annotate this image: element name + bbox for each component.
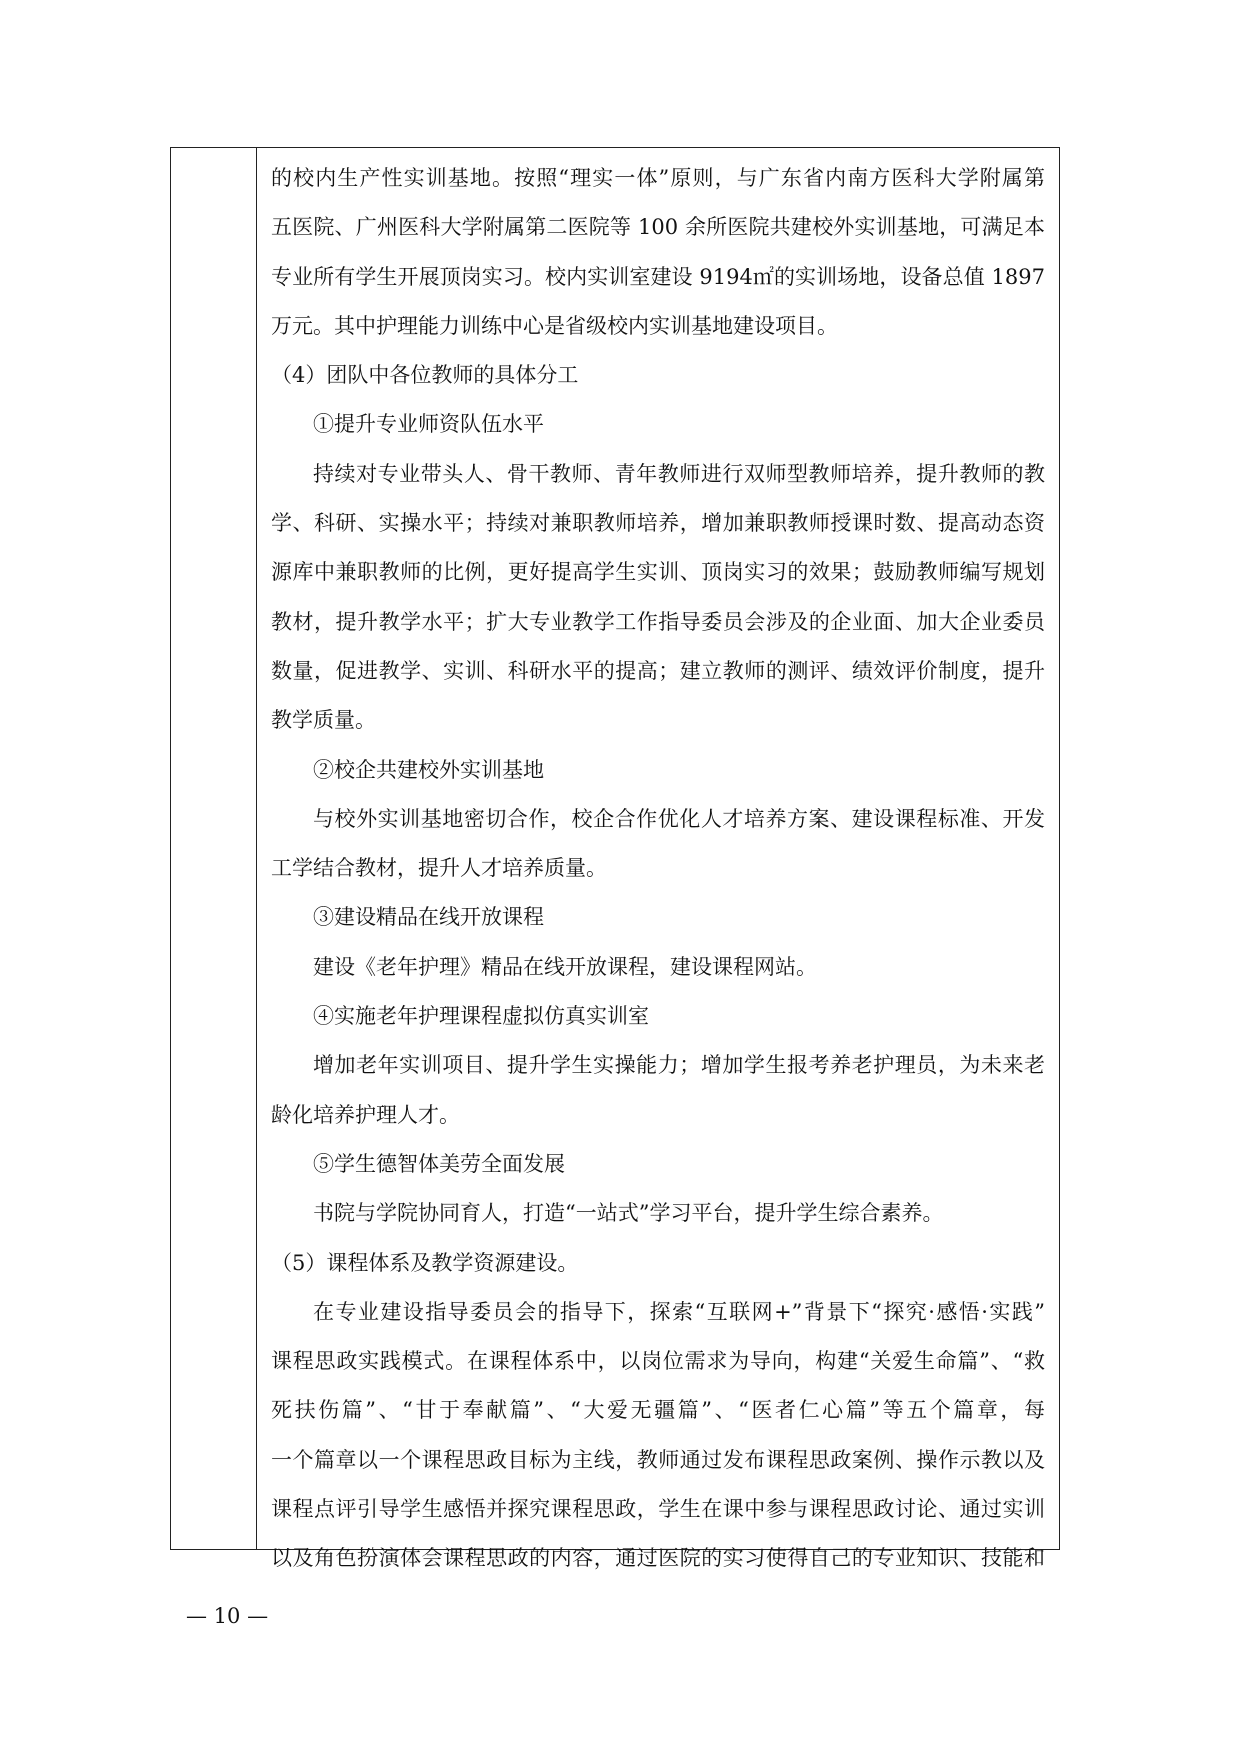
text-line: 学、科研、实操水平；持续对兼职教师培养，增加兼职教师授课时数、提高动态资: [271, 511, 1045, 536]
text-line: 在专业建设指导委员会的指导下，探索“互联网+”背景下“探究·感悟·实践”: [313, 1299, 1045, 1324]
text-line: 专业所有学生开展顶岗实习。校内实训室建设 9194㎡的实训场地，设备总值 1897: [271, 264, 1045, 289]
document-table: [170, 147, 1060, 1571]
section-heading: （4）团队中各位教师的具体分工: [271, 363, 579, 388]
text-line: 教材，提升教学水平；扩大专业教学工作指导委员会涉及的企业面、加大企业委员: [271, 609, 1045, 634]
text-line: 的校内生产性实训基地。按照“理实一体”原则，与广东省内南方医科大学附属第: [271, 166, 1045, 190]
text-line: 数量，促进教学、实训、科研水平的提高；建立教师的测评、绩效评价制度，提升: [271, 658, 1045, 683]
text-line: 死扶伤篇”、“甘于奉献篇”、“大爱无疆篇”、“医者仁心篇”等五个篇章，每: [271, 1398, 1045, 1423]
section-heading: （5）课程体系及教学资源建设。: [271, 1250, 579, 1275]
text-line: 持续对专业带头人、骨干教师、青年教师进行双师型教师培养，提升教师的教: [313, 461, 1045, 486]
text-line: 教学质量。: [271, 708, 376, 733]
table-content-cell: [257, 148, 1059, 1571]
text-line: 以及角色扮演体会课程思政的内容，通过医院的实习使得自己的专业知识、技能和: [271, 1546, 1045, 1571]
text-line: 与校外实训基地密切合作，校企合作优化人才培养方案、建设课程标准、开发: [313, 806, 1045, 831]
item-title: ⑤学生德智体美劳全面发展: [313, 1151, 565, 1176]
item-title: ④实施老年护理课程虚拟仿真实训室: [313, 1004, 649, 1029]
text-line: 龄化培养护理人才。: [271, 1102, 460, 1127]
text-line: 工学结合教材，提升人才培养质量。: [271, 856, 607, 881]
text-line: 万元。其中护理能力训练中心是省级校内实训基地建设项目。: [271, 313, 838, 338]
text-line: 书院与学院协同育人，打造“一站式”学习平台，提升学生综合素养。: [313, 1201, 944, 1226]
text-line: 五医院、广州医科大学附属第二医院等 100 余所医院共建校外实训基地，可满足本: [271, 215, 1045, 240]
page-number: — 10 —: [186, 1604, 269, 1628]
text-line: 课程点评引导学生感悟并探究课程思政，学生在课中参与课程思政讨论、通过实训: [271, 1497, 1045, 1522]
item-title: ②校企共建校外实训基地: [313, 757, 544, 782]
text-line: 建设《老年护理》精品在线开放课程，建设课程网站。: [313, 954, 817, 979]
item-title: ③建设精品在线开放课程: [313, 905, 544, 930]
table-label-column: [171, 148, 257, 1549]
text-line: 源库中兼职教师的比例，更好提高学生实训、顶岗实习的效果；鼓励教师编写规划: [271, 560, 1045, 585]
text-line: 课程思政实践模式。在课程体系中，以岗位需求为导向，构建“关爱生命篇”、“救: [271, 1349, 1045, 1374]
text-line: 一个篇章以一个课程思政目标为主线，教师通过发布课程思政案例、操作示教以及: [271, 1447, 1045, 1472]
item-title: ①提升专业师资队伍水平: [313, 412, 544, 437]
text-line: 增加老年实训项目、提升学生实操能力；增加学生报考养老护理员，为未来老: [313, 1053, 1045, 1078]
